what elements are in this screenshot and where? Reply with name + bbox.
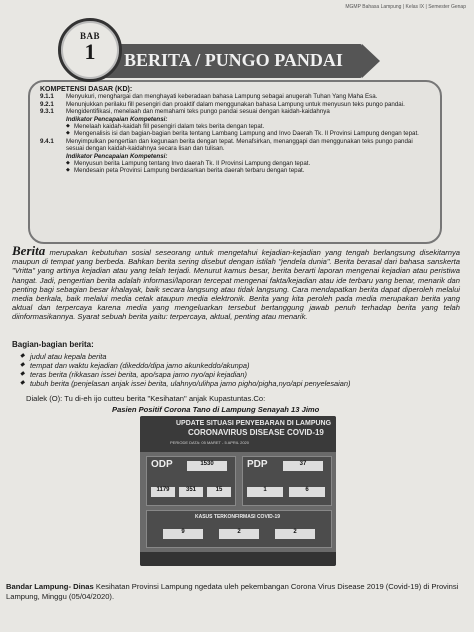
chapter-badge [58, 18, 122, 82]
infographic-header [140, 416, 336, 452]
dialect-line: Dialek (O): Tu di-eh ijo cutteu berita "Kesihatan" anjak Kupastuntas.Co: [26, 394, 266, 403]
competency-heading: KOMPETENSI DASAR (KD): [40, 86, 133, 93]
odp-value: 1179 [151, 487, 175, 497]
odp-value: 351 [179, 487, 203, 497]
kd-text: Mengidentifikasi, menelaah dan memahami teks pungo pandai sesuai dengan kaidah-kaidahnya [66, 108, 330, 116]
kd-text: Menyimpulkan pengertian dan kegunaan berita dengan tepat. Menafsirkan, menanggapi dan menggunakan teks pungo pandai sesuai dengan kaidah-kaidahnya secara lisan dan tulisan. [66, 137, 413, 153]
drop-word: Berita [12, 243, 46, 258]
pdp-value: 1 [247, 487, 283, 497]
competency-box [28, 80, 442, 244]
confirmed-value: 2 [219, 529, 259, 539]
indicator-item: ◆ Mendesain peta Provinsi Lampung berdasarkan berita daerah terbaru dengan tepat. [40, 167, 432, 174]
covid-infographic [140, 416, 336, 566]
kd-text: Menyukuri, menghargai dan menghayati keberadaan bahasa Lampung sebagai anugerah Tuhan Yang Maha Esa. [66, 93, 378, 101]
list-item: ◆ tubuh berita (penjelasan anjak issei berita, ulahnyo/ulihpa jamo pigho/pigha,nyo/api penyelesaian) [20, 379, 350, 388]
page-title: BERITA / PUNGO PANDAI [124, 50, 343, 70]
indicator-heading: Indikator Pencapaian Kompetensi: [66, 152, 168, 160]
infographic-footer [140, 552, 336, 566]
list-item: ◆ tempat dan waktu kejadian (dikeddo/dipa jamo akunkeddo/akunpa) [20, 361, 350, 370]
odp-panel [146, 456, 236, 506]
kd-item [40, 138, 432, 153]
list-item: ◆ judul atau kepala berita [20, 352, 350, 361]
body-text: merupakan kebutuhan sosial seseorang untuk mengetahui kejadian-kejadian yang tengah berlangsung disekitarnya maupun di tempat yang berbeda. Bahkan berita sering disebut dengan istilah "jendela dunia". Berita berasal dari bahasa sanskerta "Vritta" yang artinya kejadian atau yang telah terjadi. Menurut kamus besar, berita berarti laporan mengenai kejadian atau peristiwa hangat. Jadi, pengertian berita adalah informasi/laporan tercepat mengenai fakta/kejadian atau ide terbaru yang benar, menarik dan penting bagi sebagian besar khalayak, baik secara langsung atau tidak langsung. Cara mendapatkan berita dapat diperoleh melalui media berkala, baik melalui media cetak ataupun media elektronik. Berita yang kita peroleh pada media merupakan berita yang aktual dan terpercaya karena media yang mengeluarkan tersebut bertanggung jawab penuh terhadap berita yang telah diinformasikannya. Syarat sebuah berita yaitu: terpercaya, aktual, penting atau menarik. [12, 248, 460, 322]
infographic-date: PERIODE DATA: 05 MARET - 5 APRIL 2020 [170, 440, 249, 445]
pdp-value: 6 [289, 487, 325, 497]
parts-heading: Bagian-bagian berita: [12, 340, 94, 349]
header-meta: MGMP Bahasa Lampung | Kelas IX | Semester Genap [345, 4, 466, 10]
indicator-item: ◆ Menyusun berita Lampung tentang Invo daerah Tk. II Provinsi Lampung dengan tepat. [40, 160, 432, 167]
confirmed-label: KASUS TERKONFIRMASI COVID-19 [195, 514, 281, 520]
indicator-item: ◆ Menelaah kaidah-kaidah fill pesengiri dalam teks berita dengan tepat. [40, 123, 432, 130]
pdp-total: 37 [283, 461, 323, 471]
indicator-heading: Indikator Pencapaian Kompetensi: [66, 115, 168, 123]
pdp-label: PDP [247, 459, 268, 470]
kd-number: 9.2.1 [40, 100, 54, 108]
body-paragraph [12, 243, 460, 322]
odp-value: 15 [207, 487, 231, 497]
parts-list [20, 352, 350, 388]
confirmed-panel [146, 510, 332, 548]
kd-number: 9.1.1 [40, 93, 54, 101]
infographic-title: UPDATE SITUASI PENYEBARAN DI LAMPUNG [176, 420, 332, 427]
chapter-number: 1 [84, 39, 96, 64]
kd-number: 9.4.1 [40, 137, 54, 145]
kd-item [40, 93, 432, 100]
news-place: Bandar Lampung- Dinas [6, 582, 94, 591]
kd-number: 9.3.1 [40, 108, 54, 116]
title-band [100, 44, 362, 78]
infographic-subtitle: CORONAVIRUS DISEASE COVID-19 [188, 428, 324, 437]
news-footer [6, 582, 466, 602]
indicator-item: ◆ Mengenalisis isi dan bagian-bagian berita tentang Lambang Lampung and Invo Daerah Tk. II Provinsi Lampung dengan tepat. [40, 130, 432, 137]
odp-label: ODP [151, 459, 173, 470]
odp-total: 1530 [187, 461, 227, 471]
pdp-panel [242, 456, 332, 506]
kd-item [40, 101, 432, 108]
news-headline: Pasien Positif Corona Tano di Lampung Senayah 13 Jimo [112, 405, 320, 414]
kd-item [40, 108, 432, 115]
list-item: ◆ teras berita (rikkasan issei berita, apo/sapa jamo nyo/api kejadian) [20, 370, 350, 379]
news-body: Kesihatan Provinsi Lampung ngedata uleh pekembangan Corona Virus Disease 2019 (Covid-19) di Provinsi Lampung, Minggu (05/04/2020). [6, 582, 459, 601]
chapter-label: BAB [79, 31, 100, 41]
confirmed-value: 9 [163, 529, 203, 539]
confirmed-value: 2 [275, 529, 315, 539]
kd-text: Menunjukkan perilaku fill pesengiri dan proaktif dalam menggunakan bahasa Lampung untuk menyusun teks pungo pandai. [66, 100, 405, 108]
